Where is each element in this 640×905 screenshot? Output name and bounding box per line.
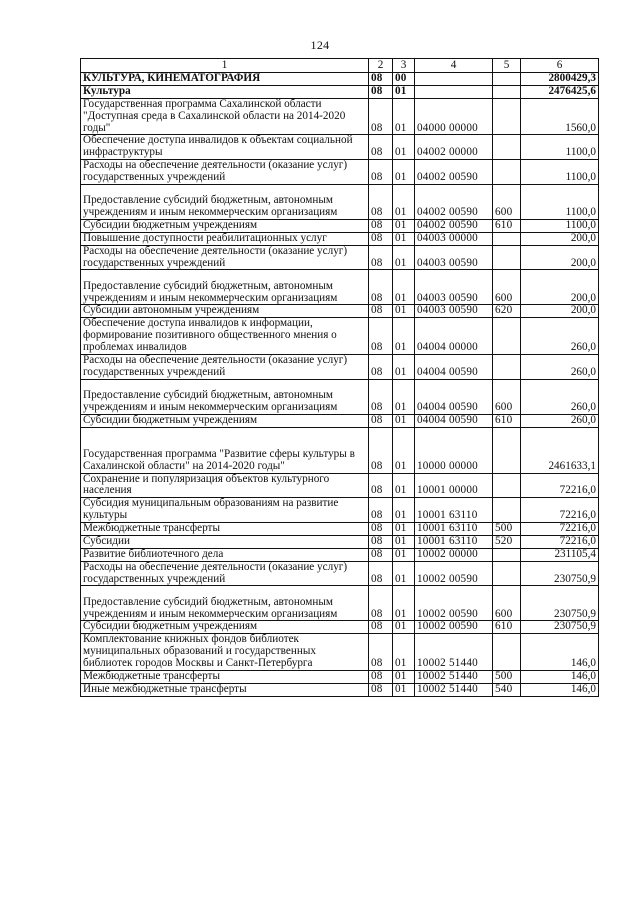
section-code: 08 [369, 561, 393, 586]
item-name: Субсидия муниципальным образованиям на развитие культуры [81, 498, 369, 523]
item-name: Государственная программа Сахалинской области "Доступная среда в Сахалинской области на 2014-2020 годы" [81, 98, 369, 135]
target-item-code: 10002 00590 [415, 621, 493, 634]
section-code: 08 [369, 523, 393, 536]
table-row [81, 73, 599, 86]
amount: 72216,0 [521, 473, 599, 498]
column-number-name: 1 [81, 59, 369, 73]
amount: 146,0 [521, 683, 599, 696]
column-number-target-item: 4 [415, 59, 493, 73]
amount: 146,0 [521, 634, 599, 671]
item-name: Предоставление субсидий бюджетным, автономным учреждениям и иным некоммерческим организациям [81, 379, 369, 414]
target-item-code: 04002 00590 [415, 184, 493, 219]
amount: 260,0 [521, 354, 599, 379]
table-row [81, 561, 599, 586]
section-code: 08 [369, 586, 393, 621]
item-name: Субсидии бюджетным учреждениям [81, 219, 369, 232]
table-row [81, 683, 599, 696]
expense-type-code [493, 473, 521, 498]
section-code: 08 [369, 318, 393, 355]
section-code: 08 [369, 498, 393, 523]
item-name: Субсидии бюджетным учреждениям [81, 621, 369, 634]
section-code: 08 [369, 427, 393, 473]
subsection-code: 01 [393, 586, 415, 621]
table-row [81, 634, 599, 671]
target-item-code: 10002 00590 [415, 586, 493, 621]
item-name: Межбюджетные трансферты [81, 523, 369, 536]
subsection-code: 01 [393, 414, 415, 427]
subsection-code: 01 [393, 683, 415, 696]
amount: 1100,0 [521, 135, 599, 160]
target-item-code: 10001 00000 [415, 473, 493, 498]
expense-type-code: 620 [493, 305, 521, 318]
subsection-code: 01 [393, 85, 415, 98]
subsection-code: 01 [393, 184, 415, 219]
column-number-expense-type: 5 [493, 59, 521, 73]
amount: 1560,0 [521, 98, 599, 135]
page-number: 124 [310, 38, 330, 52]
subsection-code: 01 [393, 523, 415, 536]
expense-type-code: 600 [493, 270, 521, 305]
amount: 200,0 [521, 245, 599, 270]
section-code: 08 [369, 621, 393, 634]
expense-type-code [493, 634, 521, 671]
target-item-code: 10002 51440 [415, 683, 493, 696]
table-row [81, 219, 599, 232]
expense-type-code [493, 354, 521, 379]
table-row [81, 473, 599, 498]
item-name: Развитие библиотечного дела [81, 548, 369, 561]
subsection-code: 01 [393, 621, 415, 634]
section-code: 08 [369, 184, 393, 219]
item-name: Предоставление субсидий бюджетным, автономным учреждениям и иным некоммерческим организациям [81, 586, 369, 621]
subsection-code: 01 [393, 270, 415, 305]
section-code: 08 [369, 135, 393, 160]
item-name: Расходы на обеспечение деятельности (оказание услуг) государственных учреждений [81, 354, 369, 379]
table-row [81, 245, 599, 270]
amount: 2800429,3 [521, 73, 599, 86]
section-code: 08 [369, 379, 393, 414]
table-row [81, 523, 599, 536]
target-item-code: 04002 00000 [415, 135, 493, 160]
section-code: 08 [369, 535, 393, 548]
subsection-code: 01 [393, 318, 415, 355]
table-row [81, 354, 599, 379]
amount: 230750,9 [521, 561, 599, 586]
amount: 260,0 [521, 414, 599, 427]
subsection-code: 01 [393, 354, 415, 379]
table-row [81, 270, 599, 305]
target-item-code: 04004 00590 [415, 414, 493, 427]
amount: 72216,0 [521, 523, 599, 536]
table-row [81, 670, 599, 683]
target-item-code: 04004 00000 [415, 318, 493, 355]
section-code: 08 [369, 245, 393, 270]
expense-type-code [493, 548, 521, 561]
target-item-code: 04003 00000 [415, 232, 493, 245]
expense-type-code: 610 [493, 414, 521, 427]
target-item-code: 10001 63110 [415, 523, 493, 536]
amount: 230750,9 [521, 621, 599, 634]
column-number-section: 2 [369, 59, 393, 73]
amount: 146,0 [521, 670, 599, 683]
table-row [81, 232, 599, 245]
section-code: 08 [369, 670, 393, 683]
amount: 1100,0 [521, 219, 599, 232]
subsection-code: 01 [393, 232, 415, 245]
item-name: Культура [81, 85, 369, 98]
expense-type-code: 600 [493, 586, 521, 621]
item-name: Предоставление субсидий бюджетным, автономным учреждениям и иным некоммерческим организациям [81, 270, 369, 305]
amount: 200,0 [521, 232, 599, 245]
target-item-code [415, 73, 493, 86]
table-row [81, 305, 599, 318]
amount: 200,0 [521, 270, 599, 305]
subsection-code: 00 [393, 73, 415, 86]
subsection-code: 01 [393, 379, 415, 414]
table-row [81, 535, 599, 548]
item-name: Повышение доступности реабилитационных услуг [81, 232, 369, 245]
amount: 200,0 [521, 305, 599, 318]
subsection-code: 01 [393, 498, 415, 523]
section-code: 08 [369, 73, 393, 86]
expense-type-code [493, 85, 521, 98]
target-item-code: 10002 00590 [415, 561, 493, 586]
expense-type-code: 500 [493, 523, 521, 536]
table-row [81, 135, 599, 160]
table-row [81, 548, 599, 561]
subsection-code: 01 [393, 427, 415, 473]
target-item-code: 04003 00590 [415, 245, 493, 270]
target-item-code: 10002 51440 [415, 670, 493, 683]
item-name: Расходы на обеспечение деятельности (оказание услуг) государственных учреждений [81, 160, 369, 185]
expense-type-code [493, 245, 521, 270]
target-item-code: 04004 00590 [415, 379, 493, 414]
section-code: 08 [369, 354, 393, 379]
subsection-code: 01 [393, 160, 415, 185]
section-code: 08 [369, 414, 393, 427]
amount: 260,0 [521, 318, 599, 355]
table-row [81, 379, 599, 414]
amount: 72216,0 [521, 535, 599, 548]
amount: 230750,9 [521, 586, 599, 621]
budget-table [80, 58, 599, 697]
table-row [81, 427, 599, 473]
table-row [81, 621, 599, 634]
amount: 1100,0 [521, 160, 599, 185]
subsection-code: 01 [393, 245, 415, 270]
item-name: Субсидии [81, 535, 369, 548]
table-row [81, 184, 599, 219]
section-code: 08 [369, 219, 393, 232]
subsection-code: 01 [393, 634, 415, 671]
subsection-code: 01 [393, 135, 415, 160]
item-name: Субсидии бюджетным учреждениям [81, 414, 369, 427]
expense-type-code: 600 [493, 184, 521, 219]
amount: 231105,4 [521, 548, 599, 561]
expense-type-code: 540 [493, 683, 521, 696]
subsection-code: 01 [393, 535, 415, 548]
subsection-code: 01 [393, 548, 415, 561]
section-code: 08 [369, 548, 393, 561]
section-code: 08 [369, 98, 393, 135]
expense-type-code [493, 98, 521, 135]
target-item-code: 10001 63110 [415, 535, 493, 548]
expense-type-code: 500 [493, 670, 521, 683]
table-row [81, 498, 599, 523]
section-code: 08 [369, 683, 393, 696]
column-number-subsection: 3 [393, 59, 415, 73]
table-row [81, 160, 599, 185]
item-name: Комплектование книжных фондов библиотек муниципальных образований и государственных библиотек городов Москвы и Санкт-Петербурга [81, 634, 369, 671]
table-row [81, 85, 599, 98]
section-code: 08 [369, 232, 393, 245]
section-code: 08 [369, 85, 393, 98]
table-row [81, 586, 599, 621]
expense-type-code [493, 498, 521, 523]
table-row [81, 414, 599, 427]
subsection-code: 01 [393, 561, 415, 586]
amount: 2476425,6 [521, 85, 599, 98]
expense-type-code [493, 232, 521, 245]
expense-type-code: 600 [493, 379, 521, 414]
amount: 260,0 [521, 379, 599, 414]
item-name: Государственная программа "Развитие сферы культуры в Сахалинской области" на 2014-2020 годы" [81, 427, 369, 473]
target-item-code: 10002 51440 [415, 634, 493, 671]
subsection-code: 01 [393, 219, 415, 232]
column-number-row [81, 59, 599, 73]
target-item-code: 04003 00590 [415, 270, 493, 305]
subsection-code: 01 [393, 473, 415, 498]
item-name: Иные межбюджетные трансферты [81, 683, 369, 696]
item-name: КУЛЬТУРА, КИНЕМАТОГРАФИЯ [81, 73, 369, 86]
section-code: 08 [369, 634, 393, 671]
item-name: Субсидии автономным учреждениям [81, 305, 369, 318]
target-item-code: 04004 00590 [415, 354, 493, 379]
amount: 2461633,1 [521, 427, 599, 473]
expense-type-code: 610 [493, 621, 521, 634]
section-code: 08 [369, 270, 393, 305]
subsection-code: 01 [393, 98, 415, 135]
expense-type-code [493, 135, 521, 160]
subsection-code: 01 [393, 670, 415, 683]
expense-type-code: 610 [493, 219, 521, 232]
amount: 72216,0 [521, 498, 599, 523]
table-row [81, 98, 599, 135]
target-item-code: 04002 00590 [415, 160, 493, 185]
item-name: Расходы на обеспечение деятельности (оказание услуг) государственных учреждений [81, 245, 369, 270]
target-item-code: 04000 00000 [415, 98, 493, 135]
expense-type-code [493, 318, 521, 355]
section-code: 08 [369, 305, 393, 318]
target-item-code: 04002 00590 [415, 219, 493, 232]
item-name: Предоставление субсидий бюджетным, автономным учреждениям и иным некоммерческим организациям [81, 184, 369, 219]
target-item-code: 10002 00000 [415, 548, 493, 561]
amount: 1100,0 [521, 184, 599, 219]
item-name: Обеспечение доступа инвалидов к объектам социальной инфраструктуры [81, 135, 369, 160]
table-row [81, 318, 599, 355]
expense-type-code [493, 427, 521, 473]
expense-type-code [493, 160, 521, 185]
target-item-code: 10001 63110 [415, 498, 493, 523]
table-body [81, 73, 599, 697]
item-name: Межбюджетные трансферты [81, 670, 369, 683]
item-name: Обеспечение доступа инвалидов к информации, формирование позитивного общественного мнения о проблемах инвалидов [81, 318, 369, 355]
expense-type-code: 520 [493, 535, 521, 548]
target-item-code [415, 85, 493, 98]
section-code: 08 [369, 160, 393, 185]
target-item-code: 04003 00590 [415, 305, 493, 318]
item-name: Сохранение и популяризация объектов культурного населения [81, 473, 369, 498]
subsection-code: 01 [393, 305, 415, 318]
expense-type-code [493, 561, 521, 586]
column-number-amount: 6 [521, 59, 599, 73]
item-name: Расходы на обеспечение деятельности (оказание услуг) государственных учреждений [81, 561, 369, 586]
section-code: 08 [369, 473, 393, 498]
expense-type-code [493, 73, 521, 86]
target-item-code: 10000 00000 [415, 427, 493, 473]
